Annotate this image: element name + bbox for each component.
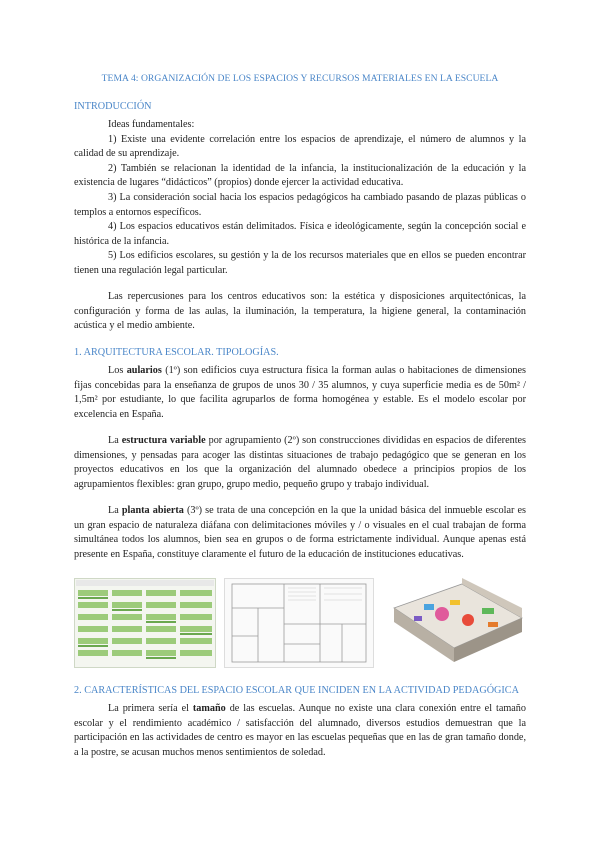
p-text: (3º) se trata de una concepción en la que la unidad básica del inmueble escolar es un gran espacio de naturaleza diáfana con delimitaciones móviles y / o visuales en el cual trabajan de forma simultánea todos los alumnos, bien sea en grupos o de forma estrictamente individual. Aunque apenas está presente en España, constituye claramente el futuro de la educación de instituciones educativas.	[74, 505, 526, 560]
p-text: La primera sería el	[108, 703, 193, 714]
document-title: TEMA 4: ORGANIZACIÓN DE LOS ESPACIOS Y RECURSOS MATERIALES EN LA ESCUELA	[101, 73, 499, 84]
p-text: (1º) son edificios cuya estructura física la forman aulas o habitaciones de dimensiones fijas concebidas para la enseñanza de grupos de unos 30 / 35 alumnos, y cuya superficie media es de 50m² / 1,5m² por estudiante, lo que facilita agruparlos de forma homogénea y estable. Es el modelo escolar por excelencia en España.	[74, 365, 526, 420]
term-variable-structure: estructura variable	[121, 435, 206, 446]
term-aularios: aularios	[126, 365, 162, 376]
p-text: La	[108, 435, 122, 446]
size-paragraph	[74, 702, 526, 760]
idea-item: 5) Los edificios escolares, su gestión y la de los recursos materiales que en ellos se pueden encontrar tienen una regulación legal particular.	[74, 250, 526, 276]
intro-closing-paragraph	[74, 290, 526, 334]
term-open-plan: planta abierta	[121, 505, 184, 516]
p-text: de las escuelas. Aunque no existe una clara conexión entre el tamaño escolar y el rendimiento académico / satisfacción del alumnado, diversos estudios demuestran que la participación en las actividades de centro es mayor en las escuelas pequeñas que en las de gran tamaño donde, a la postre, se acusan muchos menos sentimientos de soledad.	[74, 703, 526, 758]
open-plan-3d-render-image	[384, 578, 526, 668]
typology-figures	[74, 578, 526, 668]
intro-closing-text: Las repercusiones para los centros educativos son: la estética y disposiciones arquitectónicas, la configuración y forma de las aulas, la iluminación, la temperatura, la higiene general, la contaminación acústica y el medio ambiente.	[74, 291, 526, 332]
section1-heading: 1. ARQUITECTURA ESCOLAR. TIPOLOGÍAS.	[74, 347, 279, 358]
intro-heading: INTRODUCCIÓN	[74, 101, 152, 112]
p-text: La	[108, 505, 122, 516]
classroom-floorplan-image	[74, 578, 216, 668]
ideas-label: Ideas fundamentales:	[108, 119, 195, 130]
p-text: por agrupamiento (2º) son construcciones divididas en espacios de diferentes dimensiones, y pensadas para acoger las distintas situaciones de trabajo pedagógico que se generan en los proyectos educativos en los que la organización del alumnado obedece a principios propios de los agrupamientos flexibles: gran grupo, grupo medio, pequeño grupo y trabajo individual.	[74, 435, 527, 490]
aularios-paragraph	[74, 364, 526, 422]
intro-ideas	[74, 118, 526, 279]
variable-structure-plan-image	[224, 578, 374, 668]
open-plan-paragraph	[74, 504, 526, 562]
variable-structure-paragraph	[74, 434, 526, 492]
idea-item: 4) Los espacios educativos están delimitados. Física e ideológicamente, según la concepción social e histórica de la infancia.	[74, 221, 526, 247]
idea-item: 3) La consideración social hacia los espacios pedagógicos ha cambiado pasando de plazas públicas o templos a entornos específicos.	[74, 191, 526, 218]
idea-item: 2) También se relacionan la identidad de la infancia, la institucionalización de la educación y la existencia de lugares “didácticos” (propios) donde ejercer la actividad educativa.	[74, 162, 526, 189]
idea-item: 1) Existe una evidente correlación entre los espacios de aprendizaje, el número de alumnos y la calidad de su aprendizaje.	[74, 133, 526, 160]
p-text: Los	[108, 365, 127, 376]
term-size: tamaño	[192, 703, 226, 714]
section2-heading: 2. CARACTERÍSTICAS DEL ESPACIO ESCOLAR QUE INCIDEN EN LA ACTIVIDAD PEDAGÓGICA	[74, 685, 519, 696]
